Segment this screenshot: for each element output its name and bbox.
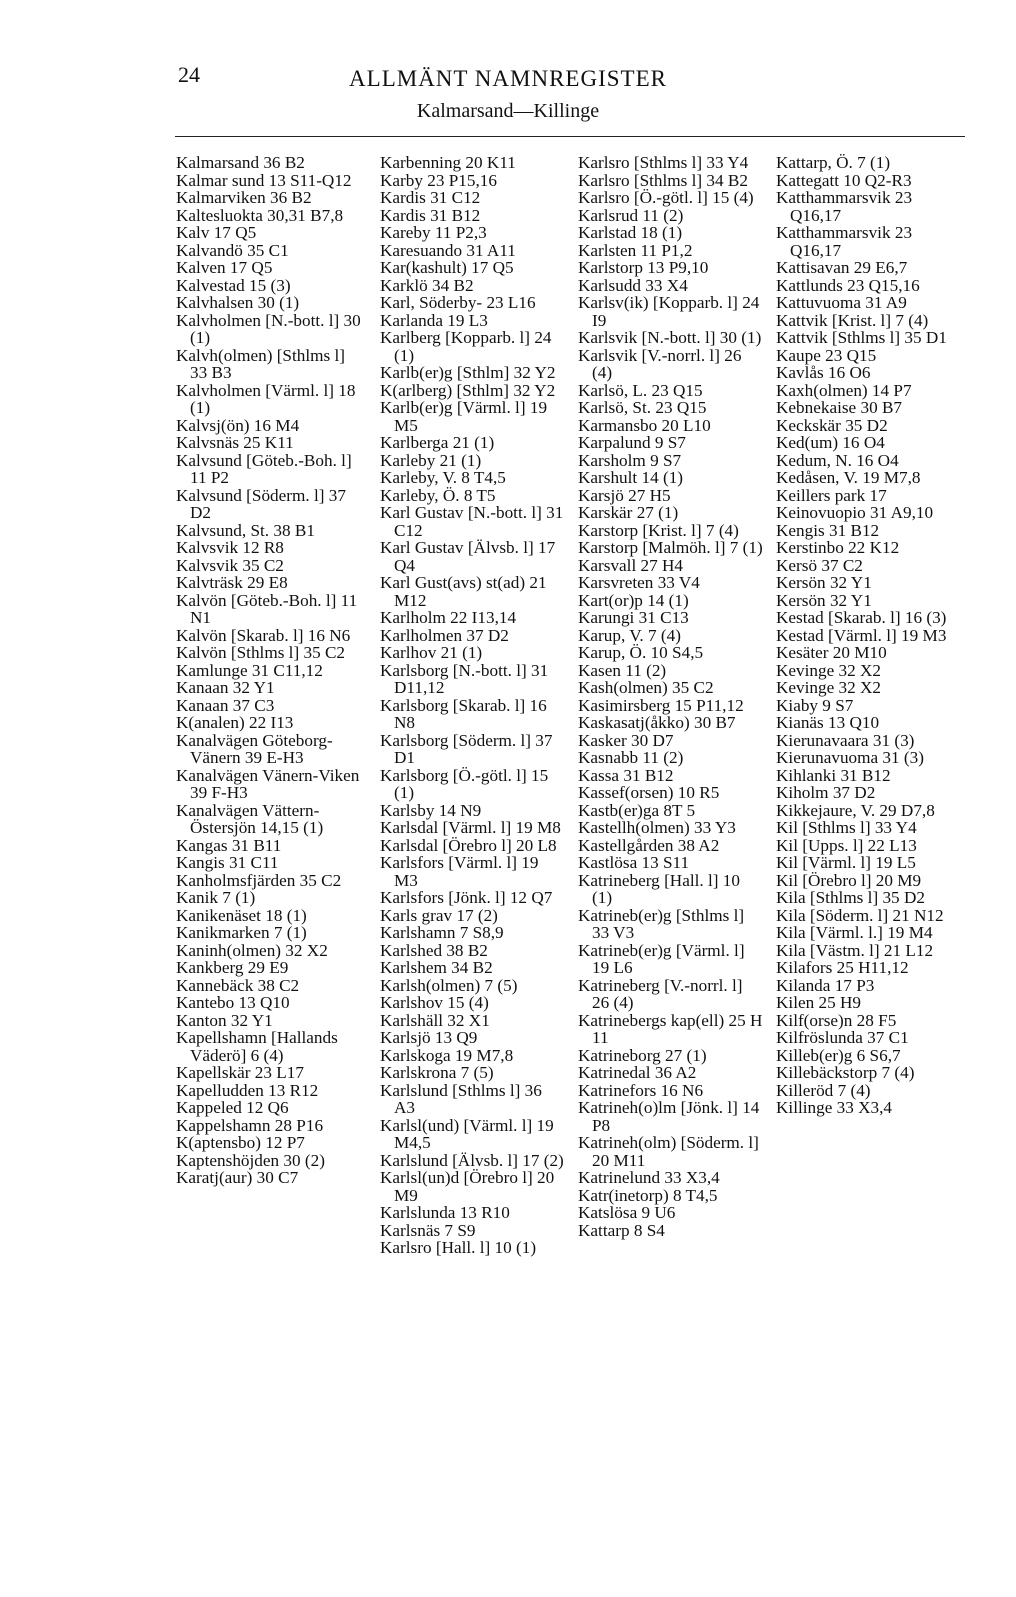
index-entry: Karskär 27 (1) [578,503,679,522]
index-entry: Kattvik [Krist. l] 7 (4) [776,310,929,330]
index-entry: Karlsborg [Söderm. l] 37 D1 [380,730,553,767]
index-entry: Kanikenäset 18 (1) [176,905,307,925]
index-entry: Karby 23 P15,16 [380,170,497,190]
index-entry: Kaptenshöjden 30 (2) [176,1150,325,1170]
index-entry: Kash(olmen) 35 C2 [578,678,714,697]
index-entry: Katrineb(er)g [Värml. l] 19 L6 [578,940,745,977]
index-entry: Kanaan 32 Y1 [176,678,275,697]
index-entry: Kalvholmen [N.-bott. l] 30 (1) [176,310,361,347]
index-entry: Karlsro [Sthlms l] 34 B2 [578,170,748,190]
index-entry: Karpalund 9 S7 [578,433,686,452]
index-entry: Kaskasatj(åkko) 30 B7 [578,713,736,732]
index-entry: Kattvik [Sthlms l] 35 D1 [776,328,947,347]
index-entry: Karklö 34 B2 [380,275,474,295]
index-entry: Karlstad 18 (1) [578,223,683,242]
index-entry: Kanholmsfjärden 35 C2 [176,870,342,890]
index-entry: Kankberg 29 E9 [176,958,289,977]
index-entry: Kalvsund [Göteb.-Boh. l] 11 P2 [176,450,352,487]
index-entry: Kangas 31 B11 [176,835,282,855]
index-entry: Katrineberg [Hall. l] 10 (1) [578,870,740,907]
page-number: 24 [178,62,200,87]
index-entry: Karlsrud 11 (2) [578,205,684,225]
index-entry: Kantebo 13 Q10 [176,993,290,1012]
index-entry: Karlsl(und) [Värml. l] 19 M4,5 [380,1115,554,1152]
index-entry: Karlsro [Sthlms l] 33 Y4 [578,153,749,172]
index-entry: Killinge 33 X3,4 [776,1098,893,1117]
index-entry: Katrinebergs kap(ell) 25 H 11 [578,1010,763,1047]
index-entry: Kalmarsand 36 B2 [176,153,305,172]
index-entry: Karsholm 9 S7 [578,450,682,470]
index-entry: Kangis 31 C11 [176,853,279,872]
index-entry: Kalmar sund 13 S11-Q12 [176,170,352,190]
index-entry: Kihlanki 31 B12 [776,765,891,785]
index-entry: Kila [Västm. l] 21 L12 [776,940,934,960]
index-entry: Kalvandö 35 C1 [176,240,289,260]
index-entry: Karlberga 21 (1) [380,433,495,452]
index-entry: Karleby, V. 8 T4,5 [380,468,506,487]
index-entry: Kanikmarken 7 (1) [176,923,307,942]
index-entry: Kilf(orse)n 28 F5 [776,1010,897,1030]
index-entry: Kar(kashult) 17 Q5 [380,258,514,277]
index-entry: Kianäs 13 Q10 [776,713,880,732]
index-entry: Kanalvägen Vänern-Viken 39 F-H3 [176,765,360,802]
index-entry: Kardis 31 B12 [380,205,481,225]
index-entry: Katthammarsvik 23 Q16,17 [776,188,913,225]
index-entry: Kalvträsk 29 E8 [176,573,288,592]
index-entry: Katthammarsvik 23 Q16,17 [776,223,913,260]
index-entry: Kapellshamn [Hallands Väderö] 6 (4) [176,1028,338,1065]
index-entry: Karmansbo 20 L10 [578,415,711,435]
index-entry: Karl Gustav [Älvsb. l] 17 Q4 [380,538,556,575]
index-entry: Karlshäll 32 X1 [380,1010,490,1030]
index-entry: Kebnekaise 30 B7 [776,398,903,417]
index-entry: Kalmarviken 36 B2 [176,188,312,207]
index-entry: Kanaan 37 C3 [176,695,275,715]
index-entry: Kapelludden 13 R12 [176,1080,319,1100]
index-entry: Kilfröslunda 37 C1 [776,1028,909,1047]
index-entry: Katrinelund 33 X3,4 [578,1168,720,1187]
index-entry: Kaupe 23 Q15 [776,345,877,365]
index-entry: Karungi 31 C13 [578,608,689,627]
index-entry: Kapellskär 23 L17 [176,1063,304,1082]
index-entry: Karlsö, L. 23 Q15 [578,380,703,400]
index-entry: Karstorp [Malmöh. l] 7 (1) [578,538,763,557]
index-entry: Kanalvägen Göteborg-Vänern 39 E-H3 [176,730,333,767]
index-entry: Kil [Örebro l] 20 M9 [776,870,922,890]
index-entry: Kaxh(olmen) 14 P7 [776,380,912,400]
index-entry: Karshult 14 (1) [578,468,684,487]
index-entry: Kilafors 25 H11,12 [776,958,909,977]
index-entry: Kattarp, Ö. 7 (1) [776,153,891,172]
index-entry: Karlsvik [N.-bott. l] 30 (1) [578,328,762,347]
index-entry: Karesuando 31 A11 [380,240,516,260]
index-entry: Kedåsen, V. 19 M7,8 [776,468,921,487]
index-entry: Kesäter 20 M10 [776,643,887,662]
index-entry: Karlsvik [V.-norrl. l] 26 (4) [578,345,742,382]
index-entry: Karlsborg [Ö.-götl. l] 15 (1) [380,765,549,802]
index-entry: Kalvsund [Söderm. l] 37 D2 [176,485,346,522]
index-entry: Kiholm 37 D2 [776,783,876,802]
index-entry: Karls grav 17 (2) [380,905,498,925]
index-entry: Kalvholmen [Värml. l] 18 (1) [176,380,356,417]
index-entry: Kil [Sthlms l] 33 Y4 [776,818,917,837]
index-entry: Kastellh(olmen) 33 Y3 [578,818,736,837]
index-entry: Kasker 30 D7 [578,730,674,750]
index-entry: Karlberg [Kopparb. l] 24 (1) [380,328,552,365]
index-entry: Karleby 21 (1) [380,450,482,470]
index-entry: Kevinge 32 X2 [776,678,882,697]
index-entry: Kalv 17 Q5 [176,223,257,242]
index-entry: Kareby 11 P2,3 [380,223,487,242]
index-entry: Karlshamn 7 S8,9 [380,923,504,942]
index-entry: Kalvsvik 12 R8 [176,538,284,557]
index-entry: Kattuvuoma 31 A9 [776,293,907,312]
index-entry: Karlsby 14 N9 [380,800,482,820]
index-entry: Kalvestad 15 (3) [176,275,291,295]
index-entry: Kilen 25 H9 [776,993,861,1012]
index-entry: Katrineh(olm) [Söderm. l] 20 M11 [578,1133,759,1170]
index-column-1 [176,154,361,1187]
header-rule [175,136,965,137]
index-entry: Karlsro [Ö.-götl. l] 15 (4) [578,188,754,207]
index-entry: Karsvall 27 H4 [578,555,684,575]
index-entry: Karlsborg [Skarab. l] 16 N8 [380,695,547,732]
index-entry: Kappeled 12 Q6 [176,1098,289,1117]
index-entry: Karlb(er)g [Sthlm] 32 Y2 [380,363,556,382]
index-entry: Karlsfors [Värml. l] 19 M3 [380,853,539,890]
index-entry: K(arlberg) [Sthlm] 32 Y2 [380,380,556,400]
index-entry: Karl, Söderby- 23 L16 [380,293,536,312]
index-entry: K(aptensbo) 12 P7 [176,1133,305,1152]
index-entry: Kanalvägen Vättern-Östersjön 14,15 (1) [176,800,324,837]
index-entry: Kikkejaure, V. 29 D7,8 [776,800,935,820]
index-column-3 [578,154,763,1239]
index-entry: Karlshov 15 (4) [380,993,489,1012]
index-entry: Kalvsvik 35 C2 [176,555,284,575]
index-entry: Kastlösa 13 S11 [578,853,690,872]
index-entry: Katslösa 9 U6 [578,1203,676,1222]
index-entry: Karlskrona 7 (5) [380,1063,494,1082]
index-entry: Kersön 32 Y1 [776,573,872,592]
index-entry: Kasen 11 (2) [578,660,667,680]
index-entry: Keckskär 35 D2 [776,415,888,435]
index-entry: Kerstinbo 22 K12 [776,538,900,557]
index-entry: Katrinedal 36 A2 [578,1063,697,1082]
index-entry: Kannebäck 38 C2 [176,975,300,995]
index-entry: Kil [Upps. l] 22 L13 [776,835,917,855]
index-entry: Karlshed 38 B2 [380,940,488,960]
index-entry: Karlholm 22 I13,14 [380,608,517,627]
index-entry: Kalven 17 Q5 [176,258,273,277]
index-entry: Kalvön [Skarab. l] 16 N6 [176,625,351,645]
index-entry: Kiaby 9 S7 [776,695,854,715]
index-entry: Karlsl(un)d [Örebro l] 20 M9 [380,1168,555,1205]
index-entry: Kanik 7 (1) [176,888,256,907]
index-entry: Kasnabb 11 (2) [578,748,684,767]
index-entry: Killeröd 7 (4) [776,1080,871,1100]
index-entry: Karlsjö 13 Q9 [380,1028,478,1047]
index-entry: Karstorp [Krist. l] 7 (4) [578,520,739,540]
index-entry: Kalvsj(ön) 16 M4 [176,415,300,435]
index-entry: Karlshem 34 B2 [380,958,493,977]
index-entry: Kalvsnäs 25 K11 [176,433,294,452]
index-entry: Karleby, Ö. 8 T5 [380,485,496,505]
index-entry: Karup, Ö. 10 S4,5 [578,643,704,662]
index-entry: Karlslund [Älvsb. l] 17 (2) [380,1150,564,1170]
index-entry: Kalvön [Göteb.-Boh. l] 11 N1 [176,590,358,627]
index-entry: Killeb(er)g 6 S6,7 [776,1045,901,1065]
index-entry: Kardis 31 C12 [380,188,481,207]
index-entry: Kedum, N. 16 O4 [776,450,899,470]
index-entry: Kasimirsberg 15 P11,12 [578,695,744,715]
index-entry: Katrineberg [V.-norrl. l] 26 (4) [578,975,743,1012]
index-entry: Karl Gustav [N.-bott. l] 31 C12 [380,503,564,540]
index-entry: Kila [Värml. l.] 19 M4 [776,923,933,942]
index-entry: Karlholmen 37 D2 [380,625,509,645]
index-entry: Kila [Sthlms l] 35 D2 [776,888,925,907]
index-entry: Karlsö, St. 23 Q15 [578,398,707,417]
index-entry: Karlsudd 33 X4 [578,275,688,295]
index-entry: Kassef(orsen) 10 R5 [578,783,720,802]
index-entry: Karlb(er)g [Värml. l] 19 M5 [380,398,548,435]
index-entry: Ked(um) 16 O4 [776,433,885,452]
index-entry: Kersön 32 Y1 [776,590,872,610]
index-entry: Kierunavuoma 31 (3) [776,748,924,767]
index-entry: Kaninh(olmen) 32 X2 [176,940,328,960]
index-entry: Kaltesluokta 30,31 B7,8 [176,205,344,225]
index-entry: Kalvh(olmen) [Sthlms l] 33 B3 [176,345,345,382]
index-entry: Karlskoga 19 M7,8 [380,1045,514,1065]
index-entry: Kilanda 17 P3 [776,975,875,995]
index-entry: Keinovuopio 31 A9,10 [776,503,934,522]
index-entry: Kavlås 16 O6 [776,363,871,382]
index-entry: Karlsborg [N.-bott. l] 31 D11,12 [380,660,549,697]
index-entry: Kestad [Värml. l] 19 M3 [776,625,947,645]
index-entry: Karlsdal [Örebro l] 20 L8 [380,835,557,855]
index-entry: Karlslund [Sthlms l] 36 A3 [380,1080,542,1117]
index-entry: Kierunavaara 31 (3) [776,730,915,750]
index-entry: Karlsdal [Värml. l] 19 M8 [380,818,561,837]
index-entry: Katr(inetorp) 8 T4,5 [578,1185,718,1205]
index-entry: Karlhov 21 (1) [380,643,483,662]
index-entry: Katrineh(o)lm [Jönk. l] 14 P8 [578,1098,760,1135]
index-entry: Karlsh(olmen) 7 (5) [380,975,518,995]
index-entry: Kastb(er)ga 8T 5 [578,800,696,820]
index-entry: Karlsro [Hall. l] 10 (1) [380,1238,537,1257]
index-entry: Keillers park 17 [776,485,887,505]
index-entry: Karl Gust(avs) st(ad) 21 M12 [380,573,547,610]
page-subtitle: Kalmarsand—Killinge [416,100,600,122]
index-entry: Kattarp 8 S4 [578,1220,665,1240]
index-entry: Kil [Värml. l] 19 L5 [776,853,916,872]
index-entry: Kart(or)p 14 (1) [578,590,689,610]
index-entry: Kersö 37 C2 [776,555,863,575]
index-entry: Kestad [Skarab. l] 16 (3) [776,608,947,627]
index-entry: Kamlunge 31 C11,12 [176,660,323,680]
index-entry: Killebäckstorp 7 (4) [776,1063,915,1082]
index-entry: Karlanda 19 L3 [380,310,488,330]
page-title: ALLMÄNT NAMNREGISTER [349,66,667,91]
index-entry: Kengis 31 B12 [776,520,880,540]
index-entry: Karup, V. 7 (4) [578,625,681,645]
index-entry: Kattisavan 29 E6,7 [776,258,908,277]
index-entry: Katrineborg 27 (1) [578,1045,707,1065]
index-entry: Karbenning 20 K11 [380,153,516,172]
index-entry: Kalvsund, St. 38 B1 [176,520,315,540]
index-entry: Kastellgården 38 A2 [578,835,720,855]
index-entry: Karsjö 27 H5 [578,485,671,505]
index-entry: Karatj(aur) 30 C7 [176,1168,299,1187]
index-entry: Kassa 31 B12 [578,765,674,785]
index-entry: Kalvhalsen 30 (1) [176,293,300,312]
index-entry: Karsvreten 33 V4 [578,573,700,592]
index-entry: Karlsfors [Jönk. l] 12 Q7 [380,888,553,907]
index-entry: Kevinge 32 X2 [776,660,882,680]
index-entry: Karlsten 11 P1,2 [578,240,693,260]
index-entry: Kila [Söderm. l] 21 N12 [776,905,944,925]
index-entry: Kappelshamn 28 P16 [176,1115,324,1135]
index-entry: Katrineb(er)g [Sthlms l] 33 V3 [578,905,745,942]
index-entry: Karlsnäs 7 S9 [380,1220,476,1240]
index-entry: Katrinefors 16 N6 [578,1080,704,1100]
index-entry: Karlsv(ik) [Kopparb. l] 24 I9 [578,293,760,330]
index-entry: Karlslunda 13 R10 [380,1203,510,1222]
index-entry: Kanton 32 Y1 [176,1010,273,1030]
index-entry: Kattegatt 10 Q2-R3 [776,170,912,190]
index-entry: Karlstorp 13 P9,10 [578,258,709,277]
index-entry: Kattlunds 23 Q15,16 [776,275,920,295]
index-column-4 [776,154,961,1117]
index-column-2 [380,154,565,1257]
index-entry: K(analen) 22 I13 [176,713,294,732]
index-entry: Kalvön [Sthlms l] 35 C2 [176,643,346,662]
